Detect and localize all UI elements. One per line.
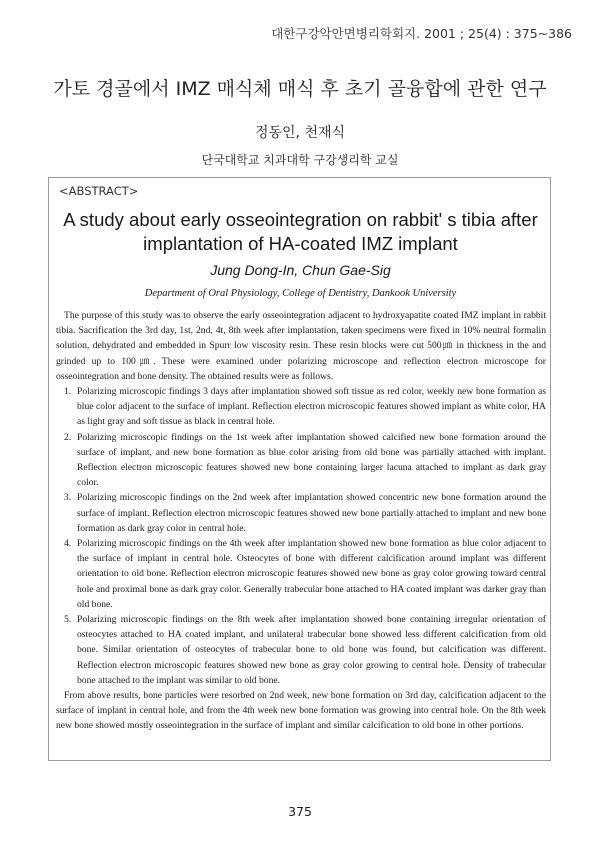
finding-text: Polarizing microscopic findings on the 1st week after implantation showed calcified new bone formation around the surface of implant, and new bone formation as blue color arising from old bone was partially attached with implant. Reflection electron microscopic features showed new bone containing larger lacuna attached to implant as dark gray color. (77, 431, 546, 489)
finding-item (56, 430, 546, 491)
abstract-intro-paragraph: The purpose of this study was to observe the early osseointegration adjacent to hydroxyapatite coated IMZ implant in rabbit tibia. Sacrification the 3rd day, 1st, 2nd, 4t, 8th week after implantation, taken specimens were fixed in 10% neutral formalin solution, dehydrated and embedded in Spurr low viscosity resin. These resin blocks were cut 500㎛ in thickness in the and grinded up to 100㎛. These were examined under polarizing microscope and reflection electron microscope for osseointegration and bone density. The obtained results were as follows. (56, 310, 546, 382)
english-affiliation: Department of Oral Physiology, College of Dentistry, Dankook University (144, 288, 457, 299)
abstract-conclusion-paragraph: From above results, bone particles were resorbed on 2nd week, new bone formation on 3rd day, calcification adjacent to the surface of implant in central hole, and from the 4th week new bone formation was growing into central hole. On the 8th week new bone showed mostly osseointegration in the surface of implant and similar calcification to old bone in other portions. (56, 690, 546, 732)
journal-citation: 대한구강악안면병리학회지. 2001 ; 25(4) : 375~386 (271, 26, 572, 41)
page-number: 375 (288, 804, 312, 819)
finding-text: Polarizing microscopic findings on the 8th week after implantation showed bone containing irregular orientation of osteocytes attached to HA coated implant, and unilateral trabecular bone showed less different calcification from old bone. Similar orientation of osteocytes of trabecular bone to old bone was found, but calcification was different. Reflection electron microscopic features showed new bone as gray color growing to central hole. Density of trabecular bone attached to the implant was similar to old bone. (77, 614, 546, 686)
english-title: A study about early osseointegration on rabbit' s tibia after implantation of HA-coated IMZ implant (63, 209, 538, 254)
finding-number: 4. (64, 538, 72, 550)
finding-number: 3. (64, 492, 72, 504)
abstract-body (56, 308, 546, 734)
abstract-label: <ABSTRACT> (59, 184, 139, 198)
english-authors: Jung Dong-In, Chun Gae-Sig (210, 262, 391, 278)
finding-number: 5. (64, 614, 72, 626)
finding-text: Polarizing microscopic findings 3 days after implantation showed soft tissue as red color, weekly new bone formation as blue color adjacent to the surface of implant. Reflection electron microscopic features showed implant as white color, HA as light gray and soft tissue as black in central hole. (77, 386, 546, 428)
finding-text: Polarizing microscopic findings on the 4th week after implantation showed new bone formation as blue color adjacent to the surface of implant in central hole. Osteocytes of bone with different calcification around implant was different orientation to old bone. Reflection electron microscopic features showed new bone as gray color growing toward central hole and proximal bone as dark gray color. Generally trabecular bone attached to HA coated implant was darker gray than old bone. (77, 538, 546, 610)
abstract-box (48, 177, 551, 761)
findings-list (56, 384, 546, 688)
finding-number: 2. (64, 431, 72, 443)
finding-text: Polarizing microscopic findings on the 2nd week after implantation showed concentric new bone formation around the surface of implant. Reflection electron microscopic features showed new bone partially attached to implant and new bone formation as dark gray color in central hole. (77, 492, 546, 534)
finding-item (56, 612, 546, 688)
finding-item (56, 490, 546, 536)
korean-title: 가토 경골에서 IMZ 매식체 매식 후 초기 골융합에 관한 연구 (53, 78, 547, 100)
korean-affiliation: 단국대학교 치과대학 구강생리학 교실 (201, 153, 399, 167)
finding-number: 1. (64, 386, 72, 398)
korean-authors: 정동인, 천재식 (254, 125, 346, 141)
finding-item (56, 384, 546, 430)
finding-item (56, 536, 546, 612)
